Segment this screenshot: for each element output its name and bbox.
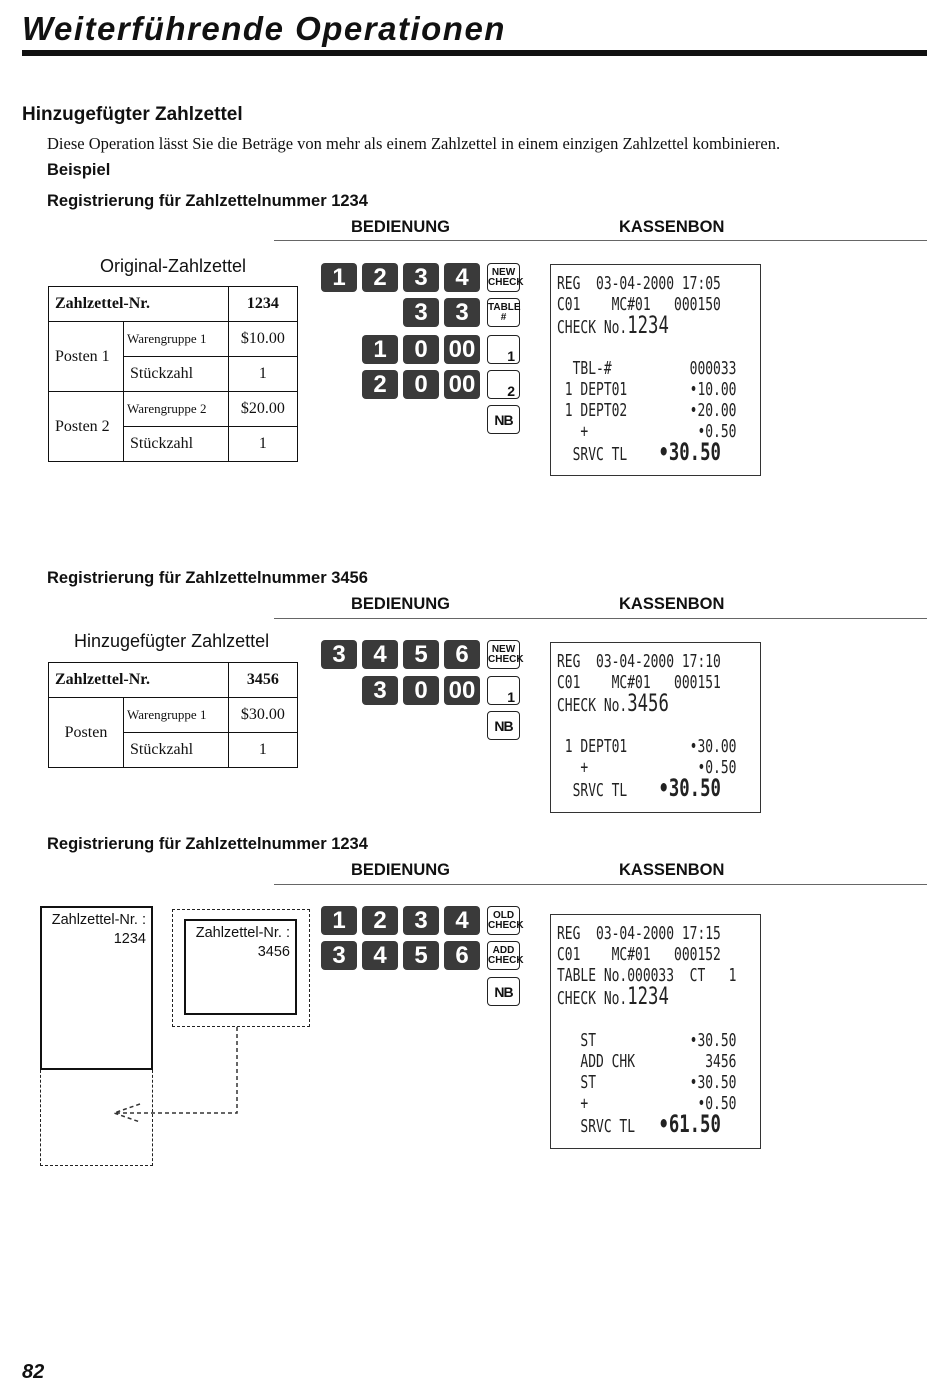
key-0[interactable]: 0 bbox=[403, 335, 439, 364]
receipt-line: REG 03-04-2000 17:10 bbox=[557, 651, 721, 672]
key-4[interactable]: 4 bbox=[444, 906, 480, 935]
receipt-total-value: •30.50 bbox=[658, 774, 721, 802]
example2-slip-table bbox=[48, 662, 298, 768]
example2-title: Registrierung für Zahlzettelnummer 3456 bbox=[47, 569, 368, 587]
key-1[interactable]: 1 bbox=[321, 906, 357, 935]
added-slip-box bbox=[184, 919, 297, 1015]
section-title: Hinzugefügter Zahlzettel bbox=[22, 104, 243, 125]
key-3[interactable]: 3 bbox=[362, 676, 398, 705]
title-rule bbox=[22, 50, 927, 56]
key-4[interactable]: 4 bbox=[444, 263, 480, 292]
receipt-line: + •0.50 bbox=[557, 1093, 737, 1114]
example1-slip-table bbox=[48, 286, 298, 462]
slip-qty-label: Stückzahl bbox=[124, 427, 229, 462]
key-3[interactable]: 3 bbox=[403, 906, 439, 935]
slip-nr-label: Zahlzettel-Nr. bbox=[49, 663, 229, 698]
example3-rule bbox=[274, 884, 927, 885]
receipt-line: REG 03-04-2000 17:15 bbox=[557, 923, 721, 944]
nb-key[interactable]: NB bbox=[487, 405, 520, 434]
add-check-key-line2: CHECK bbox=[488, 954, 524, 966]
new-check-key-line2: CHECK bbox=[488, 276, 524, 288]
key-00[interactable]: 00 bbox=[444, 676, 480, 705]
old-check-key[interactable] bbox=[487, 906, 524, 935]
slip-posten2: Posten 2 bbox=[49, 392, 124, 462]
key-3[interactable]: 3 bbox=[444, 298, 480, 327]
added-slip-label: Zahlzettel-Nr. : bbox=[195, 925, 290, 941]
receipt-line: ST •30.50 bbox=[557, 1072, 737, 1093]
merge-arrow-icon bbox=[100, 1026, 245, 1126]
example1-slip-caption: Original-Zahlzettel bbox=[100, 256, 247, 276]
receipt-total-label: SRVC TL bbox=[557, 444, 628, 465]
table-key-line2: # bbox=[500, 311, 507, 323]
original-slip-number: 1234 bbox=[113, 931, 146, 947]
key-6[interactable]: 6 bbox=[444, 640, 480, 669]
nb-key[interactable]: NB bbox=[487, 711, 520, 740]
key-00[interactable]: 00 bbox=[444, 335, 480, 364]
key-3[interactable]: 3 bbox=[321, 941, 357, 970]
receipt-line: C01 MC#01 000152 bbox=[557, 944, 721, 965]
receipt-check-number: 1234 bbox=[627, 311, 669, 339]
receipt-line: + •0.50 bbox=[557, 421, 737, 442]
slip-dept1: Warengruppe 1 bbox=[124, 698, 229, 733]
key-3[interactable]: 3 bbox=[321, 640, 357, 669]
key-2[interactable]: 2 bbox=[362, 370, 398, 399]
key-2[interactable]: 2 bbox=[362, 263, 398, 292]
receipt-check-line bbox=[557, 982, 699, 1010]
slip-qty-label: Stückzahl bbox=[124, 357, 229, 392]
receipt-total-line bbox=[557, 438, 721, 466]
slip-posten: Posten bbox=[49, 698, 124, 768]
receipt-check-line bbox=[557, 689, 699, 717]
key-5[interactable]: 5 bbox=[403, 640, 439, 669]
receipt-line: C01 MC#01 000151 bbox=[557, 672, 721, 693]
example2-slip-caption: Hinzugefügter Zahlzettel bbox=[74, 631, 270, 651]
add-check-key[interactable] bbox=[487, 941, 524, 970]
new-check-key[interactable] bbox=[487, 640, 524, 669]
old-check-key-line1: OLD bbox=[492, 909, 515, 921]
receipt-total-label: SRVC TL bbox=[557, 1116, 636, 1137]
slip-price1: $10.00 bbox=[228, 322, 297, 357]
old-check-key-line2: CHECK bbox=[488, 919, 524, 931]
receipt-line: C01 MC#01 000150 bbox=[557, 294, 721, 315]
new-check-key[interactable] bbox=[487, 263, 524, 292]
key-3[interactable]: 3 bbox=[403, 263, 439, 292]
example1-rule bbox=[274, 240, 927, 241]
example3-operation-header: BEDIENUNG bbox=[351, 861, 451, 879]
receipt-line: ST •30.50 bbox=[557, 1030, 737, 1051]
nb-key[interactable]: NB bbox=[487, 977, 520, 1006]
receipt-total-line bbox=[557, 774, 721, 802]
slip-dept1: Warengruppe 1 bbox=[124, 322, 229, 357]
receipt-check-number: 3456 bbox=[627, 689, 669, 717]
example1-operation-header: BEDIENUNG bbox=[351, 218, 451, 236]
new-check-key-line2: CHECK bbox=[488, 653, 524, 665]
key-5[interactable]: 5 bbox=[403, 941, 439, 970]
key-1[interactable]: 1 bbox=[321, 263, 357, 292]
key-00[interactable]: 00 bbox=[444, 370, 480, 399]
section-intro: Diese Operation lässt Sie die Beträge von mehr als einem Zahlzettel in einem einzigen Zahlzettel kombinieren. bbox=[47, 134, 781, 153]
slip-qty2: 1 bbox=[228, 427, 297, 462]
receipt-total-line bbox=[557, 1110, 721, 1138]
slip-nr-label: Zahlzettel-Nr. bbox=[49, 287, 229, 322]
slip-qty1: 1 bbox=[228, 733, 297, 768]
receipt-total-value: •30.50 bbox=[658, 438, 721, 466]
new-check-key-line1: NEW bbox=[491, 643, 516, 655]
key-0[interactable]: 0 bbox=[403, 676, 439, 705]
receipt-line: 1 DEPT01 •10.00 bbox=[557, 379, 737, 400]
slip-qty1: 1 bbox=[228, 357, 297, 392]
page-number: 82 bbox=[22, 1361, 45, 1383]
table-key[interactable] bbox=[487, 298, 520, 327]
added-slip-number: 3456 bbox=[257, 944, 290, 960]
receipt-line: ADD CHK 3456 bbox=[557, 1051, 737, 1072]
receipt-total-label: SRVC TL bbox=[557, 780, 628, 801]
receipt-check-line bbox=[557, 311, 699, 339]
key-4[interactable]: 4 bbox=[362, 640, 398, 669]
dept-key-1[interactable]: 1 bbox=[487, 676, 520, 705]
receipt-check-label: CHECK No. bbox=[557, 317, 628, 338]
slip-nr-value: 3456 bbox=[228, 663, 297, 698]
example3-receipt-header: KASSENBON bbox=[619, 861, 725, 879]
slip-posten1: Posten 1 bbox=[49, 322, 124, 392]
example1-receipt-header: KASSENBON bbox=[619, 218, 725, 236]
key-3[interactable]: 3 bbox=[403, 298, 439, 327]
example2-rule bbox=[274, 618, 927, 619]
original-slip-label: Zahlzettel-Nr. : bbox=[51, 912, 146, 928]
receipt-line: 1 DEPT01 •30.00 bbox=[557, 736, 737, 757]
key-4[interactable]: 4 bbox=[362, 941, 398, 970]
slip-price2: $20.00 bbox=[228, 392, 297, 427]
example3-receipt bbox=[550, 914, 761, 1149]
receipt-check-label: CHECK No. bbox=[557, 988, 628, 1009]
slip-qty-label: Stückzahl bbox=[124, 733, 229, 768]
key-0[interactable]: 0 bbox=[403, 370, 439, 399]
table-key-line1: TABLE bbox=[488, 301, 521, 313]
dept-key-2[interactable]: 2 bbox=[487, 370, 520, 399]
receipt-check-number: 1234 bbox=[627, 982, 669, 1010]
example1-receipt bbox=[550, 264, 761, 476]
add-check-key-line1: ADD bbox=[492, 944, 515, 956]
slip-price1: $30.00 bbox=[228, 698, 297, 733]
receipt-line: TABLE No.000033 CT 1 bbox=[557, 965, 737, 986]
receipt-line: 1 DEPT02 •20.00 bbox=[557, 400, 737, 421]
slip-dept2: Warengruppe 2 bbox=[124, 392, 229, 427]
example2-operation-header: BEDIENUNG bbox=[351, 595, 451, 613]
receipt-line: + •0.50 bbox=[557, 757, 737, 778]
new-check-key-line1: NEW bbox=[491, 266, 516, 278]
key-2[interactable]: 2 bbox=[362, 906, 398, 935]
receipt-total-value: •61.50 bbox=[658, 1110, 721, 1138]
page-title: Weiterführende Operationen bbox=[22, 10, 506, 47]
example-label: Beispiel bbox=[47, 161, 111, 179]
receipt-line: REG 03-04-2000 17:05 bbox=[557, 273, 721, 294]
receipt-check-label: CHECK No. bbox=[557, 695, 628, 716]
example2-receipt-header: KASSENBON bbox=[619, 595, 725, 613]
slip-nr-value: 1234 bbox=[228, 287, 297, 322]
key-1[interactable]: 1 bbox=[362, 335, 398, 364]
key-6[interactable]: 6 bbox=[444, 941, 480, 970]
receipt-line: TBL-# 000033 bbox=[557, 358, 737, 379]
example3-title: Registrierung für Zahlzettelnummer 1234 bbox=[47, 835, 368, 853]
example2-receipt bbox=[550, 642, 761, 813]
example1-title: Registrierung für Zahlzettelnummer 1234 bbox=[47, 192, 368, 210]
dept-key-1[interactable]: 1 bbox=[487, 335, 520, 364]
